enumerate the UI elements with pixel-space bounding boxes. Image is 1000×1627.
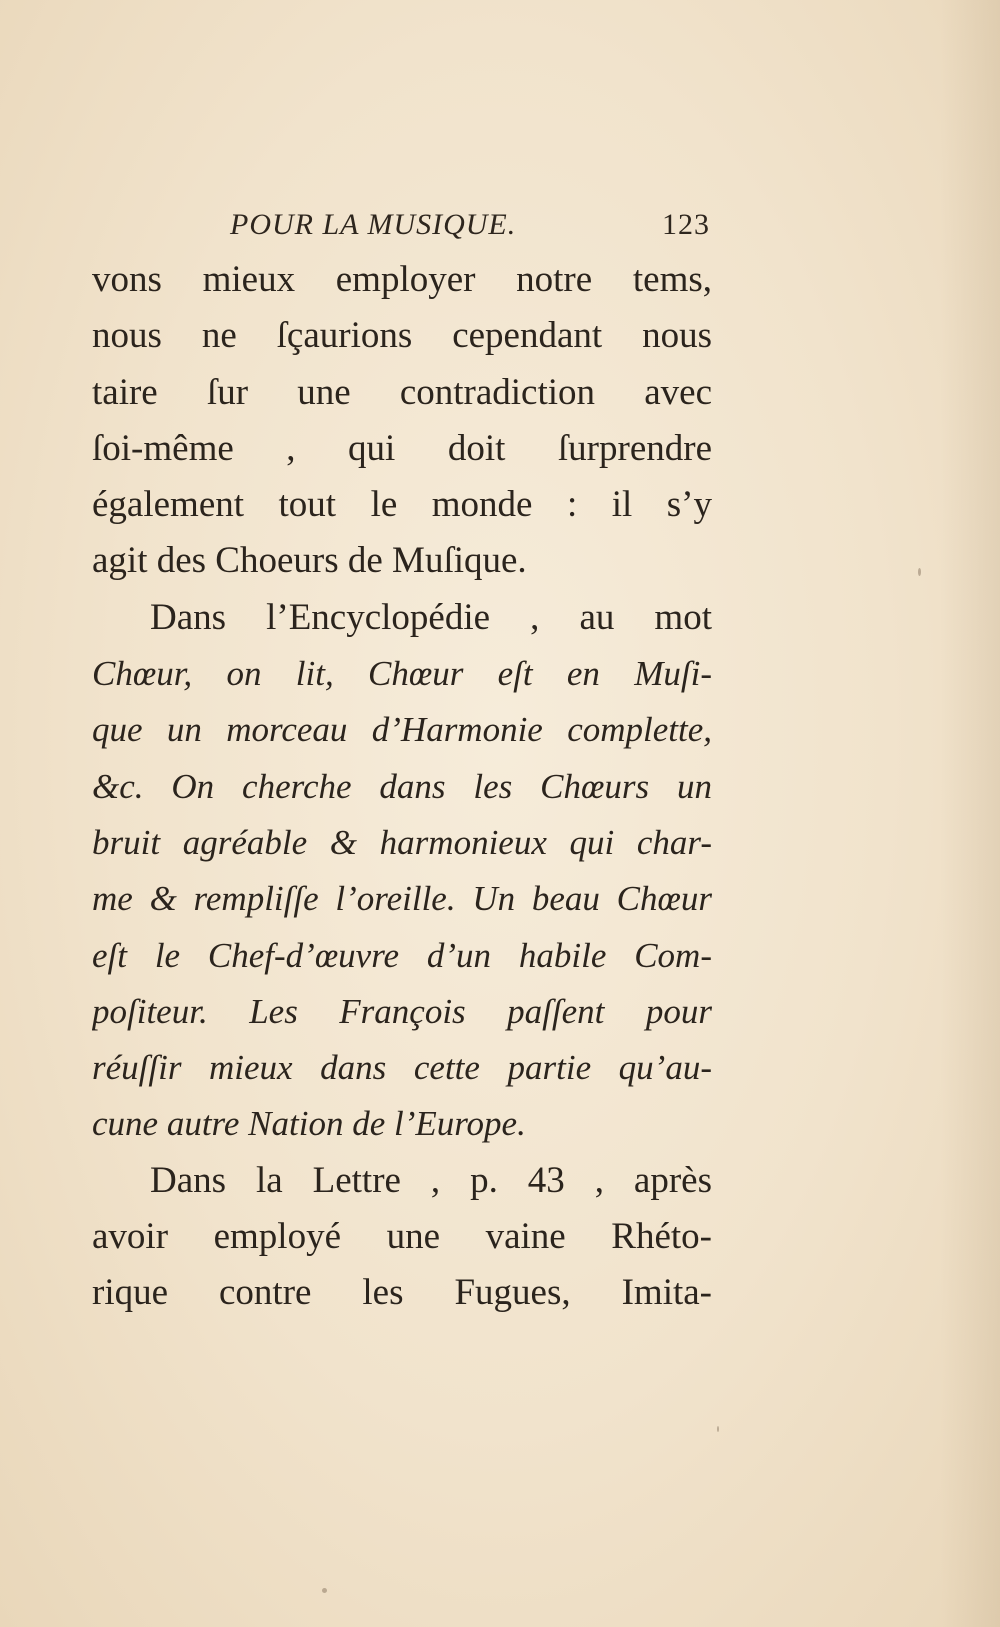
page-number: 123 (662, 208, 710, 241)
quote-line: &c. On cherche dans les Chœurs un (92, 766, 712, 806)
text-line: agit des Choeurs de Muſique. (92, 540, 527, 582)
quote-line: eſt le Chef-d’œuvre d’un habile Com- (92, 935, 712, 975)
text-line: Dans l’Encyclopédie , au mot (150, 596, 712, 638)
quote-line: que un morceau d’Harmonie complette, (92, 710, 712, 750)
quote-line: poſiteur. Les François paſſent pour (92, 991, 712, 1031)
page-edge-shadow (940, 0, 1000, 1627)
paper-speck (918, 568, 921, 576)
running-title: POUR LA MUSIQUE. (230, 208, 517, 241)
quote-line: me & rempliſſe l’oreille. Un beau Chœur (92, 879, 712, 919)
text-line: également tout le monde : il s’y (92, 484, 712, 526)
text-line: Dans la Lettre , p. 43 , après (150, 1159, 712, 1201)
text-line: avoir employé une vaine Rhéto- (92, 1216, 712, 1258)
quote-line: cune autre Nation de l’Europe. (92, 1104, 526, 1144)
running-head (230, 208, 710, 248)
quote-line: réuſſir mieux dans cette partie qu’au- (92, 1048, 712, 1088)
text-line: nous ne ſçaurions cependant nous (92, 315, 712, 357)
body-text (92, 252, 712, 1322)
text-line: vons mieux employer notre tems, (92, 259, 712, 300)
quote-line: bruit agréable & harmonieux qui char- (92, 822, 712, 862)
paper-speck (717, 1426, 719, 1432)
quote-line: Chœur, on lit, Chœur eſt en Muſi- (92, 654, 712, 694)
text-line: rique contre les Fugues, Imita- (92, 1272, 712, 1314)
paper-speck (322, 1588, 327, 1593)
text-line: taire ſur une contradiction avec (92, 371, 712, 413)
text-line: ſoi-même , qui doit ſurprendre (92, 427, 712, 469)
